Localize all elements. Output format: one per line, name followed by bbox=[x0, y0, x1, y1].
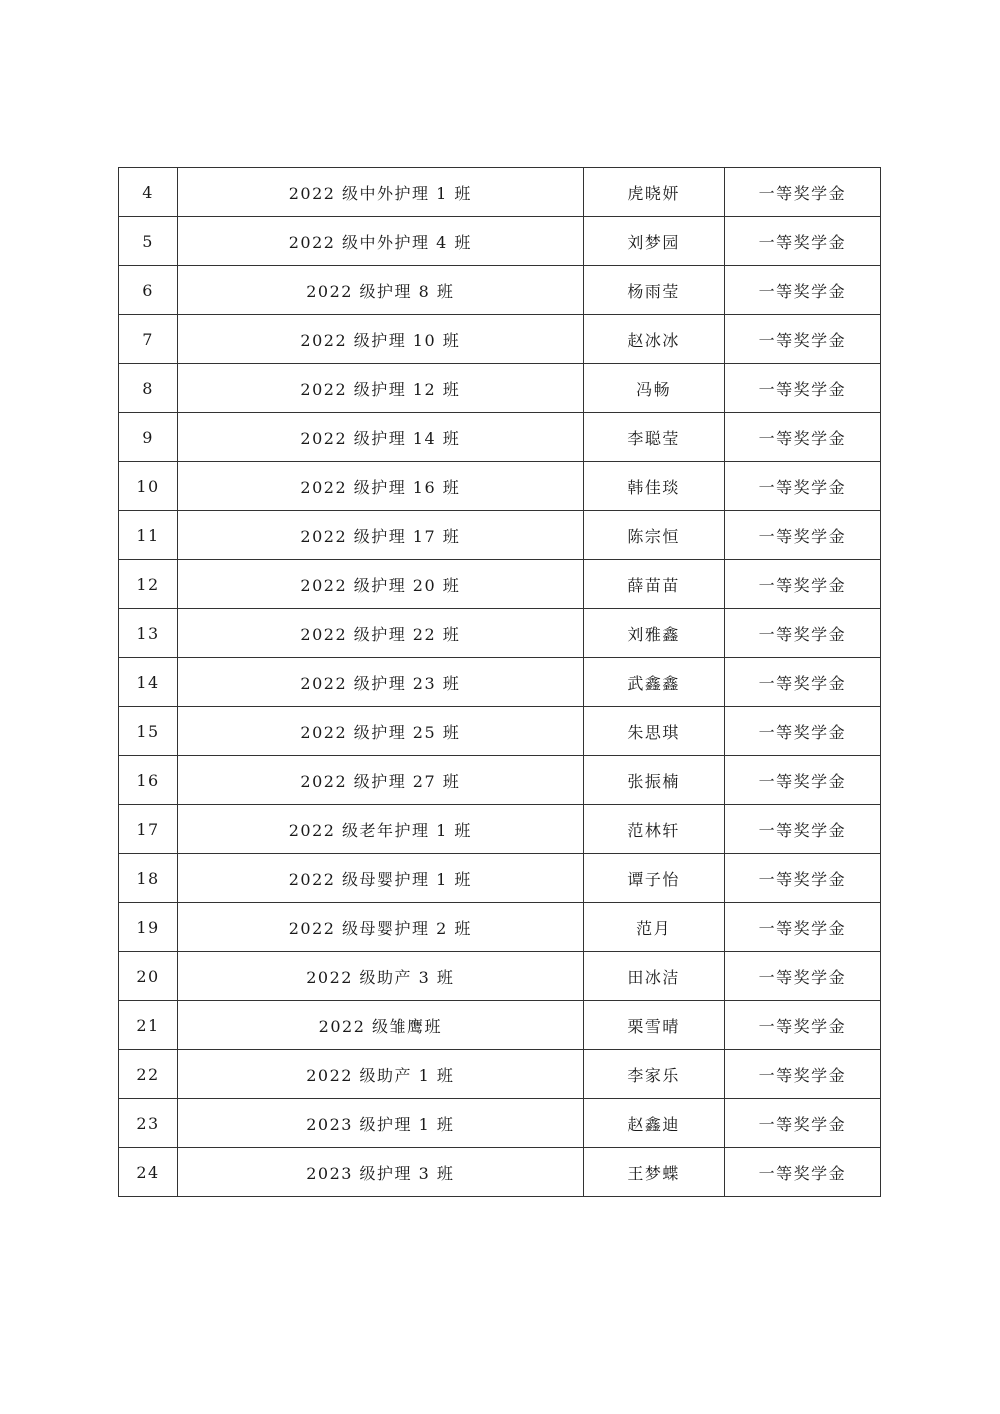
table-row bbox=[119, 462, 881, 511]
student-name-cell: 虎晓妍 bbox=[583, 168, 724, 217]
row-number-cell: 14 bbox=[119, 658, 178, 707]
row-number-cell: 15 bbox=[119, 707, 178, 756]
table-row bbox=[119, 413, 881, 462]
table-row bbox=[119, 1099, 881, 1148]
award-cell: 一等奖学金 bbox=[724, 1099, 880, 1148]
table-row bbox=[119, 903, 881, 952]
award-cell: 一等奖学金 bbox=[724, 854, 880, 903]
student-name-cell: 范月 bbox=[583, 903, 724, 952]
table-row bbox=[119, 1050, 881, 1099]
class-name-cell: 2022 级母婴护理 1 班 bbox=[178, 854, 584, 903]
row-number-cell: 20 bbox=[119, 952, 178, 1001]
award-cell: 一等奖学金 bbox=[724, 560, 880, 609]
class-name-cell: 2022 级护理 20 班 bbox=[178, 560, 584, 609]
table-row bbox=[119, 266, 881, 315]
student-name-cell: 杨雨莹 bbox=[583, 266, 724, 315]
row-number-cell: 19 bbox=[119, 903, 178, 952]
student-name-cell: 张振楠 bbox=[583, 756, 724, 805]
row-number-cell: 21 bbox=[119, 1001, 178, 1050]
award-cell: 一等奖学金 bbox=[724, 315, 880, 364]
student-name-cell: 谭子怡 bbox=[583, 854, 724, 903]
table-row bbox=[119, 511, 881, 560]
row-number-cell: 4 bbox=[119, 168, 178, 217]
row-number-cell: 5 bbox=[119, 217, 178, 266]
student-name-cell: 赵鑫迪 bbox=[583, 1099, 724, 1148]
award-cell: 一等奖学金 bbox=[724, 1050, 880, 1099]
row-number-cell: 10 bbox=[119, 462, 178, 511]
row-number-cell: 16 bbox=[119, 756, 178, 805]
row-number-cell: 6 bbox=[119, 266, 178, 315]
student-name-cell: 武鑫鑫 bbox=[583, 658, 724, 707]
award-cell: 一等奖学金 bbox=[724, 952, 880, 1001]
class-name-cell: 2022 级护理 23 班 bbox=[178, 658, 584, 707]
table-row bbox=[119, 1148, 881, 1197]
class-name-cell: 2022 级母婴护理 2 班 bbox=[178, 903, 584, 952]
class-name-cell: 2023 级护理 3 班 bbox=[178, 1148, 584, 1197]
student-name-cell: 范林轩 bbox=[583, 805, 724, 854]
row-number-cell: 8 bbox=[119, 364, 178, 413]
table-row bbox=[119, 952, 881, 1001]
award-cell: 一等奖学金 bbox=[724, 511, 880, 560]
table-row bbox=[119, 217, 881, 266]
table-body bbox=[119, 168, 881, 1197]
row-number-cell: 9 bbox=[119, 413, 178, 462]
student-name-cell: 李家乐 bbox=[583, 1050, 724, 1099]
student-name-cell: 田冰洁 bbox=[583, 952, 724, 1001]
class-name-cell: 2022 级护理 22 班 bbox=[178, 609, 584, 658]
class-name-cell: 2022 级雏鹰班 bbox=[178, 1001, 584, 1050]
award-cell: 一等奖学金 bbox=[724, 266, 880, 315]
student-name-cell: 薛苗苗 bbox=[583, 560, 724, 609]
award-cell: 一等奖学金 bbox=[724, 168, 880, 217]
award-cell: 一等奖学金 bbox=[724, 756, 880, 805]
table-row bbox=[119, 168, 881, 217]
class-name-cell: 2023 级护理 1 班 bbox=[178, 1099, 584, 1148]
award-cell: 一等奖学金 bbox=[724, 658, 880, 707]
award-cell: 一等奖学金 bbox=[724, 707, 880, 756]
student-name-cell: 王梦蝶 bbox=[583, 1148, 724, 1197]
award-cell: 一等奖学金 bbox=[724, 217, 880, 266]
student-name-cell: 韩佳琰 bbox=[583, 462, 724, 511]
class-name-cell: 2022 级老年护理 1 班 bbox=[178, 805, 584, 854]
row-number-cell: 12 bbox=[119, 560, 178, 609]
student-name-cell: 刘雅鑫 bbox=[583, 609, 724, 658]
row-number-cell: 17 bbox=[119, 805, 178, 854]
row-number-cell: 22 bbox=[119, 1050, 178, 1099]
award-cell: 一等奖学金 bbox=[724, 413, 880, 462]
row-number-cell: 24 bbox=[119, 1148, 178, 1197]
award-cell: 一等奖学金 bbox=[724, 805, 880, 854]
class-name-cell: 2022 级中外护理 4 班 bbox=[178, 217, 584, 266]
award-cell: 一等奖学金 bbox=[724, 1148, 880, 1197]
class-name-cell: 2022 级中外护理 1 班 bbox=[178, 168, 584, 217]
award-cell: 一等奖学金 bbox=[724, 364, 880, 413]
table-row bbox=[119, 560, 881, 609]
student-name-cell: 赵冰冰 bbox=[583, 315, 724, 364]
class-name-cell: 2022 级护理 10 班 bbox=[178, 315, 584, 364]
class-name-cell: 2022 级护理 12 班 bbox=[178, 364, 584, 413]
row-number-cell: 11 bbox=[119, 511, 178, 560]
table-row bbox=[119, 756, 881, 805]
award-cell: 一等奖学金 bbox=[724, 903, 880, 952]
row-number-cell: 23 bbox=[119, 1099, 178, 1148]
table-row bbox=[119, 1001, 881, 1050]
student-name-cell: 朱思琪 bbox=[583, 707, 724, 756]
row-number-cell: 18 bbox=[119, 854, 178, 903]
class-name-cell: 2022 级护理 14 班 bbox=[178, 413, 584, 462]
class-name-cell: 2022 级护理 25 班 bbox=[178, 707, 584, 756]
row-number-cell: 13 bbox=[119, 609, 178, 658]
class-name-cell: 2022 级护理 27 班 bbox=[178, 756, 584, 805]
class-name-cell: 2022 级护理 16 班 bbox=[178, 462, 584, 511]
class-name-cell: 2022 级护理 8 班 bbox=[178, 266, 584, 315]
table-row bbox=[119, 707, 881, 756]
award-cell: 一等奖学金 bbox=[724, 609, 880, 658]
table-row bbox=[119, 315, 881, 364]
class-name-cell: 2022 级护理 17 班 bbox=[178, 511, 584, 560]
table-row bbox=[119, 854, 881, 903]
student-name-cell: 栗雪晴 bbox=[583, 1001, 724, 1050]
student-name-cell: 李聪莹 bbox=[583, 413, 724, 462]
student-name-cell: 冯畅 bbox=[583, 364, 724, 413]
table-row bbox=[119, 658, 881, 707]
table-row bbox=[119, 364, 881, 413]
row-number-cell: 7 bbox=[119, 315, 178, 364]
scholarship-table bbox=[118, 167, 881, 1197]
table-row bbox=[119, 805, 881, 854]
class-name-cell: 2022 级助产 1 班 bbox=[178, 1050, 584, 1099]
student-name-cell: 陈宗恒 bbox=[583, 511, 724, 560]
award-cell: 一等奖学金 bbox=[724, 462, 880, 511]
table-row bbox=[119, 609, 881, 658]
class-name-cell: 2022 级助产 3 班 bbox=[178, 952, 584, 1001]
award-cell: 一等奖学金 bbox=[724, 1001, 880, 1050]
student-name-cell: 刘梦园 bbox=[583, 217, 724, 266]
